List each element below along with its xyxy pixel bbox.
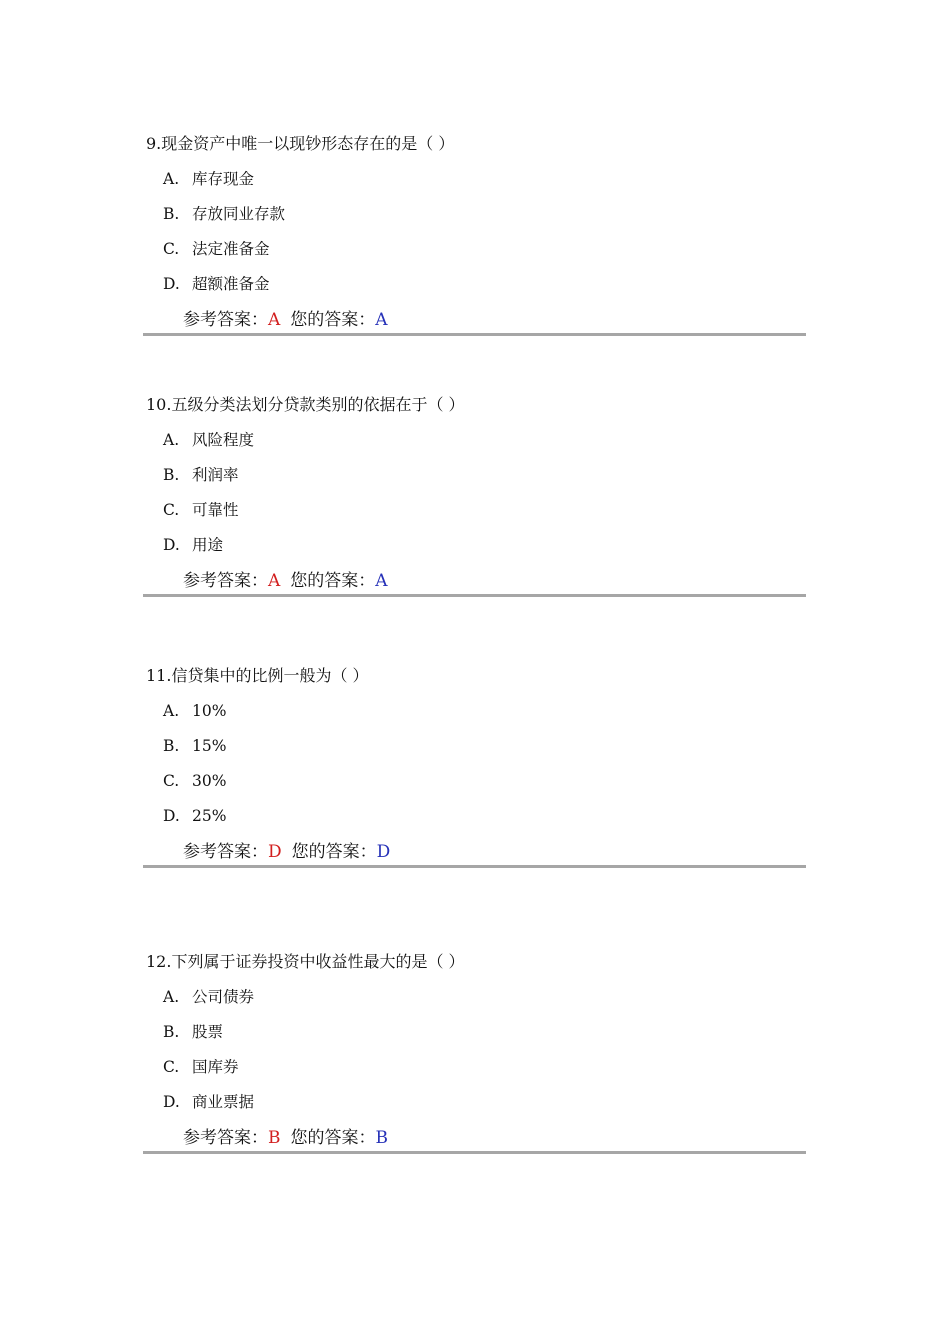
option-letter: B. — [163, 737, 180, 755]
option-text: 库存现金 — [192, 170, 255, 188]
option-text: 法定准备金 — [192, 240, 270, 258]
option-letter: D. — [163, 807, 180, 825]
option-text: 可靠性 — [192, 501, 239, 519]
your-answer: A — [375, 310, 388, 330]
option-letter: A. — [163, 170, 180, 188]
answer-row — [146, 841, 808, 865]
question-title: 10.五级分类法划分贷款类别的依据在于（ ） — [146, 395, 465, 414]
option-letter: C. — [163, 1058, 180, 1076]
option-text: 股票 — [192, 1023, 224, 1041]
answer-row — [146, 1127, 808, 1151]
divider — [143, 594, 806, 597]
option-b — [163, 736, 808, 771]
option-letter: B. — [163, 1023, 180, 1041]
option-letter: A. — [163, 702, 180, 720]
option-c — [163, 500, 808, 535]
question-title: 11.信贷集中的比例一般为（ ） — [146, 666, 369, 685]
reference-answer: D — [268, 842, 282, 862]
option-list — [146, 169, 808, 309]
question-title: 12.下列属于证券投资中收益性最大的是（ ） — [146, 952, 465, 971]
reference-answer: A — [268, 310, 281, 330]
option-text: 存放同业存款 — [192, 205, 286, 223]
option-letter: C. — [163, 240, 180, 258]
option-text: 10% — [192, 702, 227, 720]
reference-answer-label: 参考答案： — [183, 571, 268, 591]
option-text: 国库券 — [192, 1058, 239, 1076]
option-letter: D. — [163, 275, 180, 293]
reference-answer: A — [268, 571, 281, 591]
option-a — [163, 987, 808, 1022]
option-letter: D. — [163, 536, 180, 554]
answer-row — [146, 570, 808, 594]
your-answer-label: 您的答案： — [291, 842, 377, 862]
option-a — [163, 701, 808, 736]
reference-answer-label: 参考答案： — [183, 1128, 268, 1148]
divider — [143, 333, 806, 336]
option-d — [163, 274, 808, 309]
option-letter: A. — [163, 988, 180, 1006]
reference-answer: B — [268, 1128, 281, 1148]
option-d — [163, 1092, 808, 1127]
option-text: 风险程度 — [192, 431, 255, 449]
option-text: 超额准备金 — [192, 275, 270, 293]
your-answer-label: 您的答案： — [290, 1128, 376, 1148]
option-letter: D. — [163, 1093, 180, 1111]
option-text: 公司债券 — [192, 988, 255, 1006]
divider — [143, 1151, 806, 1154]
option-d — [163, 806, 808, 841]
option-d — [163, 535, 808, 570]
option-list — [146, 430, 808, 570]
option-b — [163, 465, 808, 500]
option-c — [163, 239, 808, 274]
option-letter: B. — [163, 205, 180, 223]
reference-answer-label: 参考答案： — [183, 310, 268, 330]
option-b — [163, 1022, 808, 1057]
divider — [143, 865, 806, 868]
option-list — [146, 987, 808, 1127]
option-a — [163, 430, 808, 465]
answer-row — [146, 309, 808, 333]
option-text: 利润率 — [192, 466, 239, 484]
your-answer-label: 您的答案： — [290, 571, 376, 591]
your-answer-label: 您的答案： — [290, 310, 376, 330]
option-a — [163, 169, 808, 204]
option-letter: C. — [163, 772, 180, 790]
your-answer: A — [375, 571, 388, 591]
option-text: 25% — [192, 807, 227, 825]
option-letter: B. — [163, 466, 180, 484]
your-answer: D — [376, 842, 391, 862]
option-b — [163, 204, 808, 239]
option-letter: A. — [163, 431, 180, 449]
question-block — [146, 952, 808, 1154]
option-text: 15% — [192, 737, 227, 755]
option-list — [146, 701, 808, 841]
question-block — [146, 134, 808, 336]
option-text: 商业票据 — [192, 1093, 255, 1111]
option-text: 用途 — [192, 536, 224, 554]
reference-answer-label: 参考答案： — [183, 842, 268, 862]
option-c — [163, 1057, 808, 1092]
question-title: 9.现金资产中唯一以现钞形态存在的是（ ） — [146, 134, 455, 153]
your-answer: B — [375, 1128, 388, 1148]
question-block — [146, 666, 808, 868]
question-block — [146, 395, 808, 597]
option-text: 30% — [192, 772, 227, 790]
option-letter: C. — [163, 501, 180, 519]
option-c — [163, 771, 808, 806]
